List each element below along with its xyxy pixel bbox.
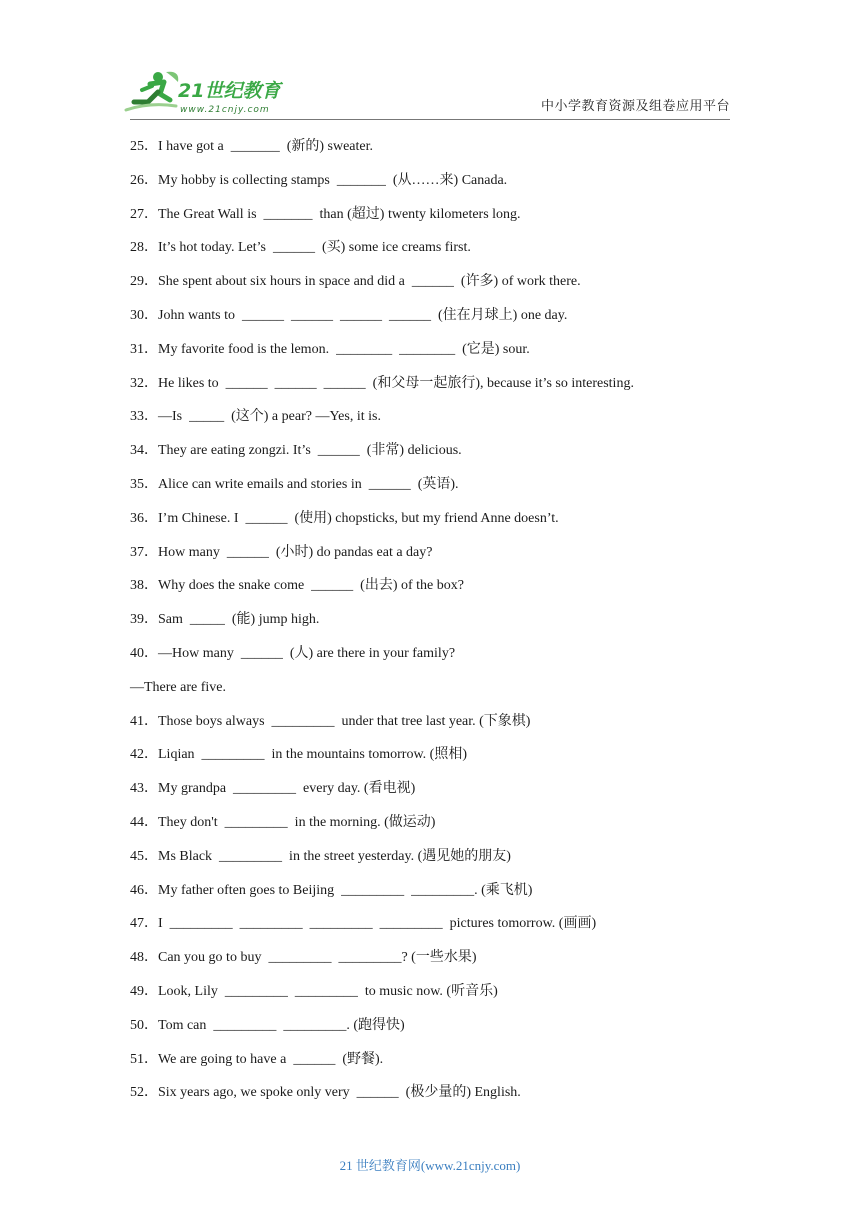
question-item (130, 271, 750, 305)
question-text: —There are five. (130, 679, 226, 695)
platform-tagline: 中小学教育资源及组卷应用平台 (540, 98, 730, 113)
question-item (130, 643, 750, 677)
question-number: 37． (130, 544, 158, 560)
question-item (130, 170, 750, 204)
question-item (130, 508, 750, 542)
question-number: 31． (130, 341, 158, 357)
question-item (130, 981, 750, 1015)
question-number: 32． (130, 375, 158, 391)
page-footer[interactable]: 21 世纪教育网(www.21cnjy.com) (339, 1158, 521, 1173)
question-number: 49． (130, 983, 158, 999)
question-text: My father often goes to Beijing _________ _________. (乘飞机) (158, 882, 533, 898)
question-number: 25． (130, 139, 158, 154)
question-item (130, 575, 750, 609)
question-item (130, 812, 750, 846)
question-text: Can you go to buy _________ _________? (一些水果) (158, 950, 477, 966)
question-text: They are eating zongzi. It’s ______ (非常) delicious. (158, 443, 462, 459)
question-number: 43． (130, 781, 158, 797)
question-text: It’s hot today. Let’s ______ (买) some ice creams first. (158, 240, 471, 256)
question-text: I’m Chinese. I ______ (使用) chopsticks, but my friend Anne doesn’t. (158, 510, 559, 526)
question-text: Alice can write emails and stories in ______ (英语). (158, 476, 459, 492)
question-item (130, 237, 750, 271)
question-item (130, 440, 750, 474)
question-item (130, 542, 750, 576)
question-text: My grandpa _________ every day. (看电视) (158, 781, 416, 797)
question-item (130, 474, 750, 508)
question-number: 30． (130, 307, 158, 323)
question-text: Why does the snake come ______ (出去) of the box? (158, 578, 464, 594)
question-text: Liqian _________ in the mountains tomorrow. (照相) (158, 747, 467, 763)
question-text: Look, Lily _________ _________ to music now. (听音乐) (158, 983, 498, 999)
page-header (0, 0, 860, 125)
question-item (130, 136, 750, 170)
question-text: The Great Wall is _______ than (超过) twenty kilometers long. (158, 206, 521, 222)
question-item (130, 373, 750, 407)
question-item (130, 846, 750, 880)
question-item (130, 1049, 750, 1083)
question-number: 27． (130, 206, 158, 222)
question-number: 41． (130, 713, 158, 729)
question-text: My favorite food is the lemon. ________ ________ (它是) sour. (158, 341, 530, 357)
question-number: 48． (130, 950, 158, 966)
question-item (130, 1015, 750, 1049)
question-item (130, 744, 750, 778)
question-text: Ms Black _________ in the street yesterday. (遇见她的朋友) (158, 848, 511, 864)
question-text: —Is _____ (这个) a pear? —Yes, it is. (158, 409, 381, 425)
question-item (130, 339, 750, 373)
question-text: My hobby is collecting stamps _______ (从……来) Canada. (158, 172, 508, 188)
question-item (130, 711, 750, 745)
question-text: He likes to ______ ______ ______ (和父母一起旅行), because it’s so interesting. (158, 375, 634, 391)
question-item (130, 778, 750, 812)
question-item (130, 305, 750, 339)
question-number: 50． (130, 1017, 158, 1033)
question-text: Six years ago, we spoke only very ______ (极少量的) English. (158, 1085, 521, 1101)
question-number: 47． (130, 916, 158, 932)
question-item (130, 677, 750, 711)
question-text: I _________ _________ _________ _________ pictures tomorrow. (画画) (158, 916, 597, 932)
runner-logo-icon (120, 68, 295, 118)
question-item (130, 609, 750, 643)
question-item (130, 406, 750, 440)
question-number: 34． (130, 443, 158, 459)
question-number: 38． (130, 578, 158, 594)
question-number: 35． (130, 476, 158, 492)
question-number: 40． (130, 645, 158, 661)
question-list (130, 136, 750, 1116)
question-item (130, 1082, 750, 1116)
question-item (130, 947, 750, 981)
question-number: 36． (130, 510, 158, 526)
question-text: She spent about six hours in space and did a ______ (许多) of work there. (158, 274, 581, 290)
question-number: 51． (130, 1051, 158, 1067)
logo-url: www.21cnjy.com (180, 105, 270, 115)
question-text: We are going to have a ______ (野餐). (158, 1051, 384, 1067)
question-number: 52． (130, 1085, 158, 1101)
question-text: They don't _________ in the morning. (做运动) (158, 814, 436, 830)
question-number: 45． (130, 848, 158, 864)
question-number: 44． (130, 814, 158, 830)
question-item (130, 913, 750, 947)
question-text: I have got a _______ (新的) sweater. (158, 139, 373, 154)
question-text: Sam _____ (能) jump high. (158, 612, 320, 628)
question-text: John wants to ______ ______ ______ ______ (住在月球上) one day. (158, 307, 568, 323)
question-number: 33． (130, 409, 158, 425)
question-item (130, 880, 750, 914)
question-number: 39． (130, 612, 158, 628)
question-number: 29． (130, 274, 158, 290)
question-number: 28． (130, 240, 158, 256)
question-text: —How many ______ (人) are there in your family? (158, 645, 456, 661)
header-divider (130, 119, 730, 120)
question-text: How many ______ (小时) do pandas eat a day? (158, 544, 433, 560)
brand-logo[interactable] (120, 68, 295, 118)
question-text: Those boys always _________ under that tree last year. (下象棋) (158, 713, 531, 729)
question-number: 42． (130, 747, 158, 763)
question-number: 46． (130, 882, 158, 898)
logo-wordmark: 21世纪教育 (178, 80, 281, 102)
question-number: 26． (130, 172, 158, 188)
question-item (130, 204, 750, 238)
question-text: Tom can _________ _________. (跑得快) (158, 1017, 405, 1033)
